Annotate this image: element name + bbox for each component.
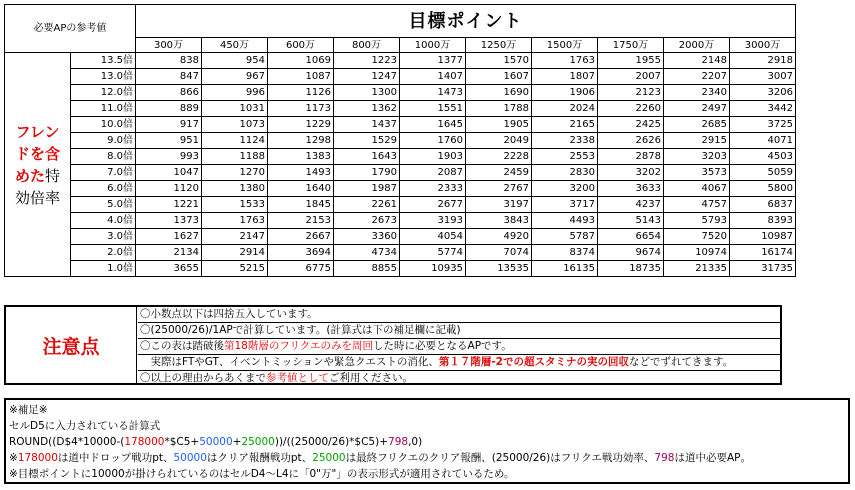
formula-line xyxy=(9,434,845,450)
ap-value-cell: 1790 xyxy=(334,165,400,181)
ap-value-cell: 3717 xyxy=(532,197,598,213)
ap-value-cell: 1640 xyxy=(268,181,334,197)
ap-value-cell: 1551 xyxy=(400,101,466,117)
ap-value-cell: 2340 xyxy=(664,85,730,101)
ap-value-cell: 3694 xyxy=(268,245,334,261)
multiplier-cell: 6.0倍 xyxy=(71,181,136,197)
ap-value-cell: 1763 xyxy=(532,53,598,69)
note-highlight: 参考値として xyxy=(266,372,329,384)
multiplier-cell: 5.0倍 xyxy=(71,197,136,213)
ap-value-cell: 1223 xyxy=(334,53,400,69)
ap-value-cell: 3200 xyxy=(532,181,598,197)
explanation-text: は道中必要AP。 xyxy=(674,452,751,464)
multiplier-cell: 1.0倍 xyxy=(71,261,136,277)
ap-value-cell: 9674 xyxy=(598,245,664,261)
ap-value-cell: 2553 xyxy=(532,149,598,165)
ap-value-cell: 2914 xyxy=(202,245,268,261)
supplement-line: セルD5に入力されている計算式 xyxy=(9,420,161,432)
ap-value-cell: 2497 xyxy=(664,101,730,117)
ap-value-cell: 866 xyxy=(136,85,202,101)
ap-value-cell: 1362 xyxy=(334,101,400,117)
ap-value-cell: 2918 xyxy=(730,53,796,69)
ap-value-cell: 4920 xyxy=(466,229,532,245)
formula-text: ))/((25000/26)*$C5)+ xyxy=(274,436,389,448)
ap-value-cell: 2673 xyxy=(334,213,400,229)
ap-value-cell: 13535 xyxy=(466,261,532,277)
ap-value-cell: 1087 xyxy=(268,69,334,85)
table-row xyxy=(5,149,796,165)
side-label-red: フレンドを含めた xyxy=(14,122,60,185)
ap-value-cell: 3193 xyxy=(400,213,466,229)
explanation-text: は道中ドロップ戦功pt、 xyxy=(57,452,174,464)
ap-value-cell: 2134 xyxy=(136,245,202,261)
ap-value-cell: 10935 xyxy=(400,261,466,277)
ap-value-cell: 967 xyxy=(202,69,268,85)
ap-value-cell: 847 xyxy=(136,69,202,85)
ap-value-cell: 1473 xyxy=(400,85,466,101)
ap-value-cell: 1031 xyxy=(202,101,268,117)
explanation-value: 798 xyxy=(654,452,675,464)
ap-value-cell: 2667 xyxy=(268,229,334,245)
explanation-text: は最終フリクエのクリア報酬、(25000/26)はフリクエ戦功効率、 xyxy=(345,452,655,464)
note-text: 〇以上の理由からあくまで xyxy=(140,372,266,384)
table-row xyxy=(5,53,796,69)
table-row xyxy=(5,261,796,277)
ap-value-cell: 2626 xyxy=(598,133,664,149)
ap-value-cell: 2767 xyxy=(466,181,532,197)
ap-value-cell: 3633 xyxy=(598,181,664,197)
ap-value-cell: 2685 xyxy=(664,117,730,133)
ap-value-cell: 5793 xyxy=(664,213,730,229)
formula-value: 798 xyxy=(388,436,409,448)
ap-value-cell: 3843 xyxy=(466,213,532,229)
multiplier-cell: 8.0倍 xyxy=(71,149,136,165)
ap-value-cell: 1607 xyxy=(466,69,532,85)
ap-value-cell: 3360 xyxy=(334,229,400,245)
multiplier-cell: 7.0倍 xyxy=(71,165,136,181)
ap-value-cell: 1437 xyxy=(334,117,400,133)
notes-body xyxy=(138,307,780,386)
ap-value-cell: 8374 xyxy=(532,245,598,261)
column-header: 1500万 xyxy=(532,38,598,53)
ap-value-cell: 16135 xyxy=(532,261,598,277)
ap-value-cell: 1073 xyxy=(202,117,268,133)
ap-value-cell: 5215 xyxy=(202,261,268,277)
ap-value-cell: 1047 xyxy=(136,165,202,181)
ap-value-cell: 4237 xyxy=(598,197,664,213)
table-row xyxy=(5,117,796,133)
ap-value-cell: 1570 xyxy=(466,53,532,69)
table-row xyxy=(5,101,796,117)
ap-value-cell: 1380 xyxy=(202,181,268,197)
ap-value-cell: 2677 xyxy=(400,197,466,213)
ap-value-cell: 4071 xyxy=(730,133,796,149)
table-row xyxy=(5,213,796,229)
column-header: 450万 xyxy=(202,38,268,53)
formula-text: ROUND((D$4*10000-( xyxy=(9,436,125,448)
ap-value-cell: 1247 xyxy=(334,69,400,85)
ap-value-cell: 8855 xyxy=(334,261,400,277)
column-header: 1000万 xyxy=(400,38,466,53)
ap-value-cell: 1298 xyxy=(268,133,334,149)
multiplier-cell: 9.0倍 xyxy=(71,133,136,149)
ap-value-cell: 5800 xyxy=(730,181,796,197)
ap-value-cell: 3442 xyxy=(730,101,796,117)
supplement-heading: ※補足※ xyxy=(9,404,48,416)
ap-value-cell: 1627 xyxy=(136,229,202,245)
ap-value-cell: 5787 xyxy=(532,229,598,245)
formula-value: 25000 xyxy=(241,436,275,448)
table-row xyxy=(5,197,796,213)
ap-value-cell: 4067 xyxy=(664,181,730,197)
ap-value-cell: 2123 xyxy=(598,85,664,101)
formula-value: 178000 xyxy=(124,436,165,448)
ap-value-cell: 4503 xyxy=(730,149,796,165)
explanation-value: 50000 xyxy=(173,452,207,464)
ap-value-cell: 2165 xyxy=(532,117,598,133)
column-header: 1250万 xyxy=(466,38,532,53)
ap-value-cell: 4493 xyxy=(532,213,598,229)
ap-value-cell: 996 xyxy=(202,85,268,101)
ap-value-cell: 6837 xyxy=(730,197,796,213)
ap-value-cell: 1120 xyxy=(136,181,202,197)
table-row xyxy=(5,181,796,197)
ap-value-cell: 1529 xyxy=(334,133,400,149)
column-header: 800万 xyxy=(334,38,400,53)
notes-label: 注意点 xyxy=(6,307,137,383)
note-highlight: 第１７階層-2での超スタミナの実の回収 xyxy=(438,356,629,368)
ap-value-cell: 3202 xyxy=(598,165,664,181)
ap-value-cell: 3206 xyxy=(730,85,796,101)
note-text: 〇(25000/26)/1APで計算しています。(計算式は下の補足欄に記載) xyxy=(140,324,461,336)
formula-text: ,0) xyxy=(408,436,423,448)
ap-value-cell: 1407 xyxy=(400,69,466,85)
note-text: 〇小数点以下は四捨五入しています。 xyxy=(140,308,318,320)
ap-value-cell: 10987 xyxy=(730,229,796,245)
ap-value-cell: 1645 xyxy=(400,117,466,133)
ap-value-cell: 2338 xyxy=(532,133,598,149)
ap-value-cell: 3197 xyxy=(466,197,532,213)
ap-value-cell: 951 xyxy=(136,133,202,149)
ap-value-cell: 1906 xyxy=(532,85,598,101)
table-row xyxy=(5,229,796,245)
ap-value-cell: 1229 xyxy=(268,117,334,133)
ap-value-cell: 838 xyxy=(136,53,202,69)
ap-value-cell: 2024 xyxy=(532,101,598,117)
ap-value-cell: 1383 xyxy=(268,149,334,165)
explanation-line xyxy=(9,450,845,466)
note-text: した時に必要となるAPです。 xyxy=(373,340,512,352)
ap-value-cell: 3655 xyxy=(136,261,202,277)
side-label-black: 特効倍率 xyxy=(14,166,61,207)
ap-value-cell: 3725 xyxy=(730,117,796,133)
multiplier-cell: 11.0倍 xyxy=(71,101,136,117)
note-line xyxy=(138,355,780,371)
column-header: 600万 xyxy=(268,38,334,53)
ap-value-cell: 7074 xyxy=(466,245,532,261)
ap-value-cell: 2878 xyxy=(598,149,664,165)
note-line xyxy=(138,371,780,386)
ap-value-cell: 3573 xyxy=(664,165,730,181)
multiplier-side-label xyxy=(5,53,71,277)
ap-value-cell: 1533 xyxy=(202,197,268,213)
ap-value-cell: 993 xyxy=(136,149,202,165)
multiplier-cell: 13.5倍 xyxy=(71,53,136,69)
ap-value-cell: 2147 xyxy=(202,229,268,245)
ap-value-cell: 1270 xyxy=(202,165,268,181)
ap-value-cell: 18735 xyxy=(598,261,664,277)
header-left-label: 必要APの参考値 xyxy=(5,5,136,53)
ap-value-cell: 1690 xyxy=(466,85,532,101)
note-text: ご利用ください。 xyxy=(329,372,413,384)
note-highlight: 第18階層のフリクエのみを周回 xyxy=(224,340,374,352)
supplement-line: ※目標ポイントに10000が掛けられているのはセルD4～L4に「0"万"」の表示形式が適用されているため。 xyxy=(9,468,515,480)
ap-value-cell: 3203 xyxy=(664,149,730,165)
column-header: 1750万 xyxy=(598,38,664,53)
column-header: 3000万 xyxy=(730,38,796,53)
multiplier-cell: 3.0倍 xyxy=(71,229,136,245)
ap-value-cell: 917 xyxy=(136,117,202,133)
table-row xyxy=(5,133,796,149)
ap-value-cell: 5059 xyxy=(730,165,796,181)
note-text: 〇この表は踏破後 xyxy=(140,340,224,352)
table-row xyxy=(5,245,796,261)
explanation-text: ※ xyxy=(9,452,18,464)
ap-value-cell: 5774 xyxy=(400,245,466,261)
ap-value-cell: 1300 xyxy=(334,85,400,101)
ap-value-cell: 1905 xyxy=(466,117,532,133)
formula-text: *$C5+ xyxy=(164,436,200,448)
ap-value-cell: 954 xyxy=(202,53,268,69)
explanation-value: 25000 xyxy=(312,452,346,464)
ap-value-cell: 1643 xyxy=(334,149,400,165)
multiplier-cell: 2.0倍 xyxy=(71,245,136,261)
ap-value-cell: 4054 xyxy=(400,229,466,245)
formula-value: 50000 xyxy=(199,436,233,448)
ap-value-cell: 2148 xyxy=(664,53,730,69)
note-text: などでずれてきます。 xyxy=(629,356,734,368)
multiplier-cell: 10.0倍 xyxy=(71,117,136,133)
ap-value-cell: 1788 xyxy=(466,101,532,117)
explanation-text: はクリア報酬戦功pt、 xyxy=(206,452,313,464)
ap-value-cell: 10974 xyxy=(664,245,730,261)
ap-value-cell: 1987 xyxy=(334,181,400,197)
table-row xyxy=(5,165,796,181)
note-text: 実際はFTやGT、イベントミッションや緊急クエストの消化、 xyxy=(140,356,439,368)
ap-value-cell: 1188 xyxy=(202,149,268,165)
ap-value-cell: 6775 xyxy=(268,261,334,277)
ap-reference-table xyxy=(4,4,796,277)
ap-value-cell: 21335 xyxy=(664,261,730,277)
ap-value-cell: 2425 xyxy=(598,117,664,133)
ap-value-cell: 1173 xyxy=(268,101,334,117)
note-line xyxy=(138,307,780,323)
ap-value-cell: 7520 xyxy=(664,229,730,245)
ap-value-cell: 2333 xyxy=(400,181,466,197)
ap-value-cell: 1069 xyxy=(268,53,334,69)
ap-value-cell: 2049 xyxy=(466,133,532,149)
supplement-box xyxy=(4,398,850,484)
ap-value-cell: 1124 xyxy=(202,133,268,149)
ap-value-cell: 4734 xyxy=(334,245,400,261)
ap-value-cell: 2153 xyxy=(268,213,334,229)
note-line xyxy=(138,339,780,355)
ap-value-cell: 2007 xyxy=(598,69,664,85)
ap-value-cell: 2830 xyxy=(532,165,598,181)
ap-value-cell: 5143 xyxy=(598,213,664,229)
multiplier-cell: 4.0倍 xyxy=(71,213,136,229)
note-line xyxy=(138,323,780,339)
ap-value-cell: 889 xyxy=(136,101,202,117)
ap-value-cell: 6654 xyxy=(598,229,664,245)
ap-value-cell: 2915 xyxy=(664,133,730,149)
ap-value-cell: 2207 xyxy=(664,69,730,85)
ap-value-cell: 1807 xyxy=(532,69,598,85)
ap-value-cell: 3007 xyxy=(730,69,796,85)
multiplier-cell: 13.0倍 xyxy=(71,69,136,85)
column-header: 2000万 xyxy=(664,38,730,53)
ap-value-cell: 31735 xyxy=(730,261,796,277)
ap-value-cell: 2261 xyxy=(334,197,400,213)
ap-value-cell: 1221 xyxy=(136,197,202,213)
explanation-value: 178000 xyxy=(17,452,58,464)
table-row xyxy=(5,69,796,85)
ap-value-cell: 1760 xyxy=(400,133,466,149)
ap-value-cell: 1845 xyxy=(268,197,334,213)
table-row xyxy=(5,85,796,101)
ap-value-cell: 1126 xyxy=(268,85,334,101)
ap-value-cell: 1763 xyxy=(202,213,268,229)
formula-text: + xyxy=(232,436,242,448)
ap-value-cell: 1493 xyxy=(268,165,334,181)
ap-value-cell: 2260 xyxy=(598,101,664,117)
multiplier-cell: 12.0倍 xyxy=(71,85,136,101)
ap-value-cell: 8393 xyxy=(730,213,796,229)
ap-value-cell: 2228 xyxy=(466,149,532,165)
ap-value-cell: 16174 xyxy=(730,245,796,261)
ap-value-cell: 1903 xyxy=(400,149,466,165)
ap-value-cell: 2087 xyxy=(400,165,466,181)
column-header: 300万 xyxy=(136,38,202,53)
ap-value-cell: 2459 xyxy=(466,165,532,181)
ap-value-cell: 4757 xyxy=(664,197,730,213)
ap-value-cell: 1377 xyxy=(400,53,466,69)
notes-box xyxy=(4,305,782,385)
ap-value-cell: 1955 xyxy=(598,53,664,69)
table-title: 目標ポイント xyxy=(136,5,796,38)
ap-value-cell: 1373 xyxy=(136,213,202,229)
